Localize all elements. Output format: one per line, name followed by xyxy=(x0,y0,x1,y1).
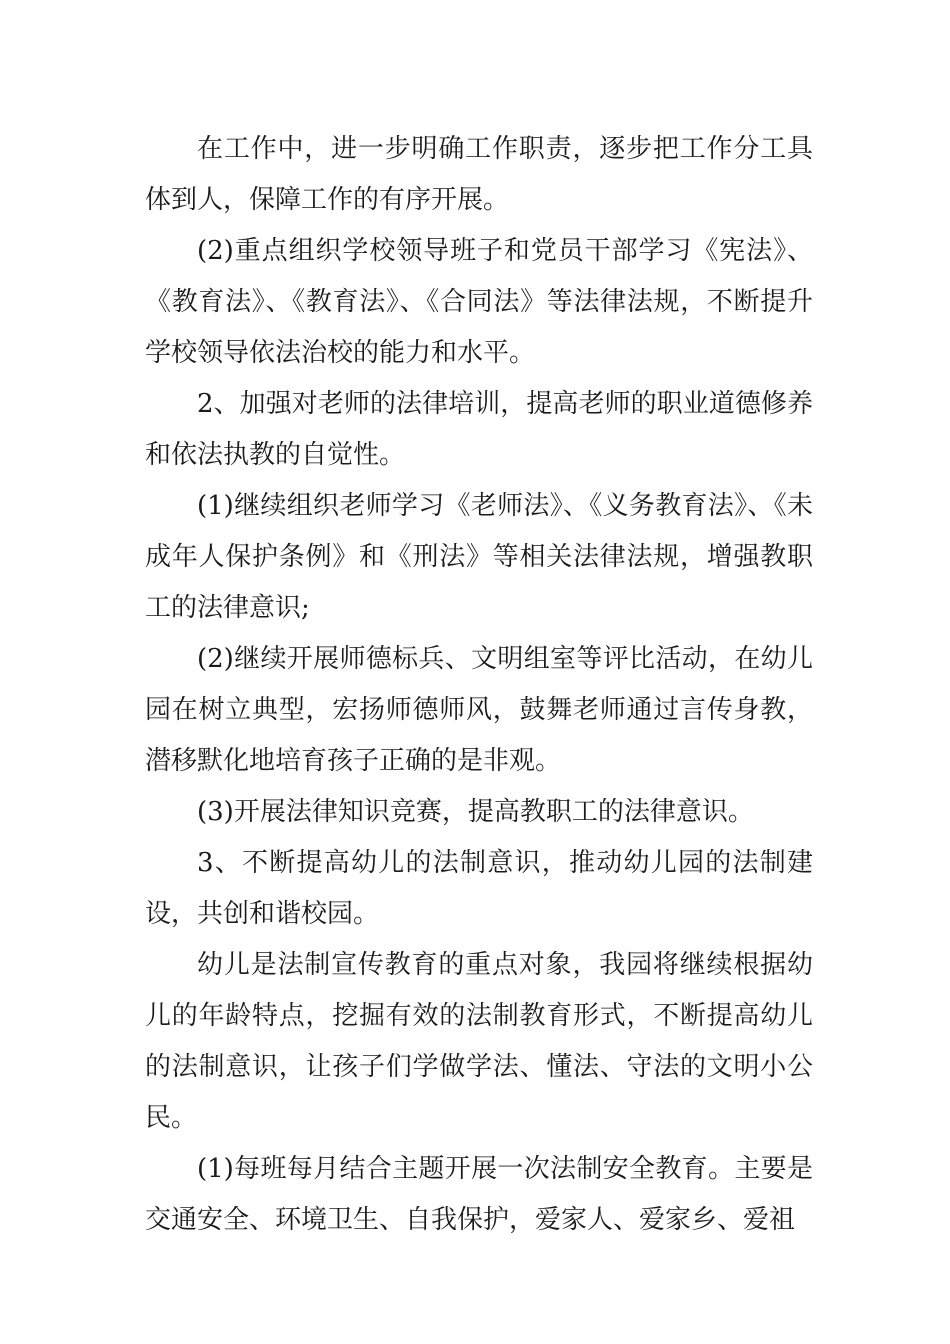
paragraph: 幼儿是法制宣传教育的重点对象，我园将继续根据幼儿的年龄特点，挖掘有效的法制教育形式，不断提高幼儿的法制意识，让孩子们学做学法、懂法、守法的文明小公民。 xyxy=(145,950,813,1133)
paragraph: (2)继续开展师德标兵、文明组室等评比活动，在幼儿园在树立典型，宏扬师德师风，鼓舞老师通过言传身教，潜移默化地培育孩子正确的是非观。 xyxy=(145,644,813,776)
paragraph: (1)继续组织老师学习《老师法》、《义务教育法》、《未成年人保护条例》和《刑法》等相关法律法规，增强教职工的法律意识; xyxy=(145,491,813,623)
paragraph: (2)重点组织学校领导班子和党员干部学习《宪法》、《教育法》、《教育法》、《合同法》等法律法规，不断提升学校领导依法治校的能力和水平。 xyxy=(145,236,813,368)
paragraph: 2、加强对老师的法律培训，提高老师的职业道德修养和依法执教的自觉性。 xyxy=(145,389,813,470)
paragraph: 在工作中，进一步明确工作职责，逐步把工作分工具体到人，保障工作的有序开展。 xyxy=(145,134,813,215)
paragraph: (1)每班每月结合主题开展一次法制安全教育。主要是交通安全、环境卫生、自我保护，爱家人、爱家乡、爱祖 xyxy=(145,1154,813,1235)
document-body xyxy=(145,124,813,1246)
paragraph: 3、不断提高幼儿的法制意识，推动幼儿园的法制建设，共创和谐校园。 xyxy=(145,848,813,929)
paragraph: (3)开展法律知识竞赛，提高教职工的法律意识。 xyxy=(197,797,754,827)
